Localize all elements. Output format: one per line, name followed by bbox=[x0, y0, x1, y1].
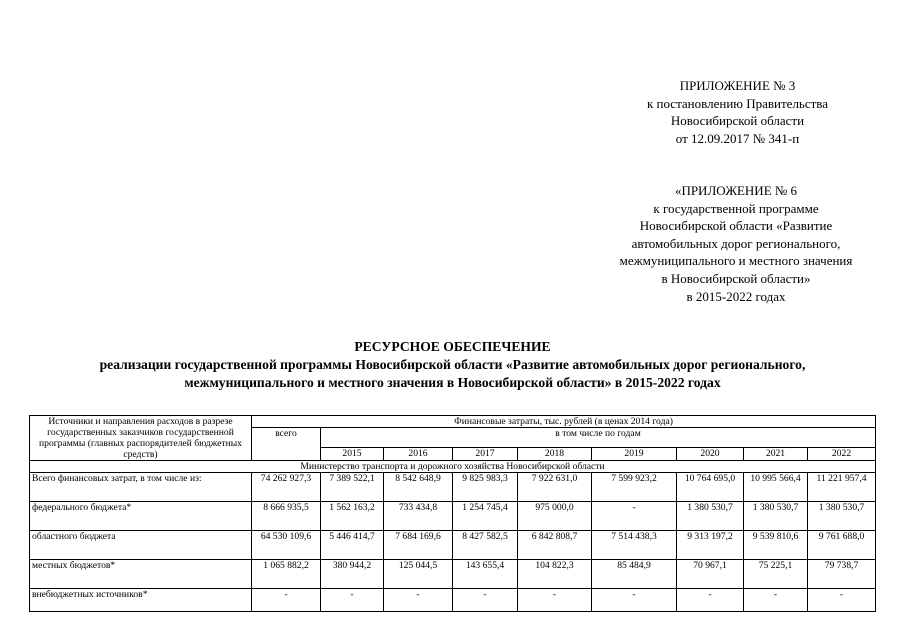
row-value: 380 944,2 bbox=[321, 560, 384, 589]
year-header: 2021 bbox=[744, 448, 808, 461]
row-value: - bbox=[592, 502, 677, 531]
row-value: 64 530 109,6 bbox=[252, 531, 321, 560]
row-value: 7 514 438,3 bbox=[592, 531, 677, 560]
row-value: 79 738,7 bbox=[808, 560, 876, 589]
row-value: - bbox=[252, 589, 321, 612]
year-header: 2022 bbox=[808, 448, 876, 461]
appendix-6-line: межмуниципального и местного значения bbox=[619, 253, 853, 269]
document-title: РЕСУРСНОЕ ОБЕСПЕЧЕНИЕ bbox=[354, 339, 551, 354]
document-subtitle-line-2: межмуниципального и местного значения в Новосибирской области» в 2015-2022 годах bbox=[184, 375, 721, 390]
row-value: - bbox=[453, 589, 518, 612]
row-label: федерального бюджета* bbox=[30, 502, 252, 531]
year-header: 2015 bbox=[321, 448, 384, 461]
document-subtitle-line-1: реализации государственной программы Новосибирской области «Развитие автомобильных дорог регионального, bbox=[99, 357, 806, 372]
row-value: 9 539 810,6 bbox=[744, 531, 808, 560]
row-value: 8 542 648,9 bbox=[384, 473, 453, 502]
year-header: 2017 bbox=[453, 448, 518, 461]
row-value: 8 427 582,5 bbox=[453, 531, 518, 560]
table-row bbox=[30, 502, 876, 531]
by-year-header: в том числе по годам bbox=[321, 428, 876, 448]
row-value: 1 562 163,2 bbox=[321, 502, 384, 531]
ministry-row: Министерство транспорта и дорожного хозяйства Новосибирской области bbox=[30, 461, 876, 473]
row-value: 75 225,1 bbox=[744, 560, 808, 589]
appendix-6-line: автомобильных дорог регионального, bbox=[631, 235, 841, 251]
year-header: 2016 bbox=[384, 448, 453, 461]
year-header: 2020 bbox=[677, 448, 744, 461]
row-value: 1 065 882,2 bbox=[252, 560, 321, 589]
year-header: 2018 bbox=[518, 448, 592, 461]
row-value: 1 380 530,7 bbox=[744, 502, 808, 531]
row-value: 8 666 935,5 bbox=[252, 502, 321, 531]
row-value: 74 262 927,3 bbox=[252, 473, 321, 502]
row-value: - bbox=[384, 589, 453, 612]
appendix-3-line: ПРИЛОЖЕНИЕ № 3 bbox=[679, 78, 796, 93]
appendix-6-line: в 2015-2022 годах bbox=[686, 288, 786, 304]
row-value: - bbox=[744, 589, 808, 612]
row-value: 7 389 522,1 bbox=[321, 473, 384, 502]
row-label: внебюджетных источников* bbox=[30, 589, 252, 612]
row-value: 143 655,4 bbox=[453, 560, 518, 589]
row-value: 9 761 688,0 bbox=[808, 531, 876, 560]
row-label: Всего финансовых затрат, в том числе из: bbox=[30, 473, 252, 502]
appendix-3-line: от 12.09.2017 № 341-п bbox=[675, 130, 800, 146]
row-value: 11 221 957,4 bbox=[808, 473, 876, 502]
resource-table bbox=[29, 415, 876, 612]
row-value: - bbox=[592, 589, 677, 612]
appendix-3-header bbox=[620, 77, 855, 147]
row-value: 7 599 923,2 bbox=[592, 473, 677, 502]
row-value: 9 825 983,3 bbox=[453, 473, 518, 502]
row-value: 104 822,3 bbox=[518, 560, 592, 589]
table-row bbox=[30, 473, 876, 502]
row-label: областного бюджета bbox=[30, 531, 252, 560]
row-value: - bbox=[677, 589, 744, 612]
table-row bbox=[30, 589, 876, 612]
row-value: 733 434,8 bbox=[384, 502, 453, 531]
table-row bbox=[30, 531, 876, 560]
row-value: 70 967,1 bbox=[677, 560, 744, 589]
table-row bbox=[30, 560, 876, 589]
row-value: - bbox=[518, 589, 592, 612]
total-column-header: всего bbox=[252, 428, 321, 461]
row-value: 7 684 169,6 bbox=[384, 531, 453, 560]
costs-header: Финансовые затраты, тыс. рублей (в ценах 2014 года) bbox=[252, 416, 876, 428]
row-value: 125 044,5 bbox=[384, 560, 453, 589]
appendix-6-line: к государственной программе bbox=[653, 200, 819, 216]
row-value: - bbox=[321, 589, 384, 612]
appendix-6-line: Новосибирской области «Развитие bbox=[639, 218, 833, 234]
source-column-header: Источники и направления расходов в разрезе государственных заказчиков государственной программы (главных распорядителей бюджетных средств) bbox=[30, 416, 252, 461]
appendix-6-line: «ПРИЛОЖЕНИЕ № 6 bbox=[674, 183, 798, 198]
year-header: 2019 bbox=[592, 448, 677, 461]
row-value: 9 313 197,2 bbox=[677, 531, 744, 560]
row-value: 7 922 631,0 bbox=[518, 473, 592, 502]
row-value: 975 000,0 bbox=[518, 502, 592, 531]
appendix-6-line: в Новосибирской области» bbox=[661, 270, 811, 286]
appendix-3-line: к постановлению Правительства bbox=[646, 95, 829, 111]
row-value: - bbox=[808, 589, 876, 612]
row-value: 85 484,9 bbox=[592, 560, 677, 589]
row-value: 5 446 414,7 bbox=[321, 531, 384, 560]
row-label: местных бюджетов* bbox=[30, 560, 252, 589]
row-value: 10 764 695,0 bbox=[677, 473, 744, 502]
appendix-6-header bbox=[588, 182, 884, 305]
row-value: 10 995 566,4 bbox=[744, 473, 808, 502]
row-value: 1 254 745,4 bbox=[453, 502, 518, 531]
row-value: 1 380 530,7 bbox=[677, 502, 744, 531]
appendix-3-line: Новосибирской области bbox=[670, 113, 805, 129]
row-value: 6 842 808,7 bbox=[518, 531, 592, 560]
row-value: 1 380 530,7 bbox=[808, 502, 876, 531]
